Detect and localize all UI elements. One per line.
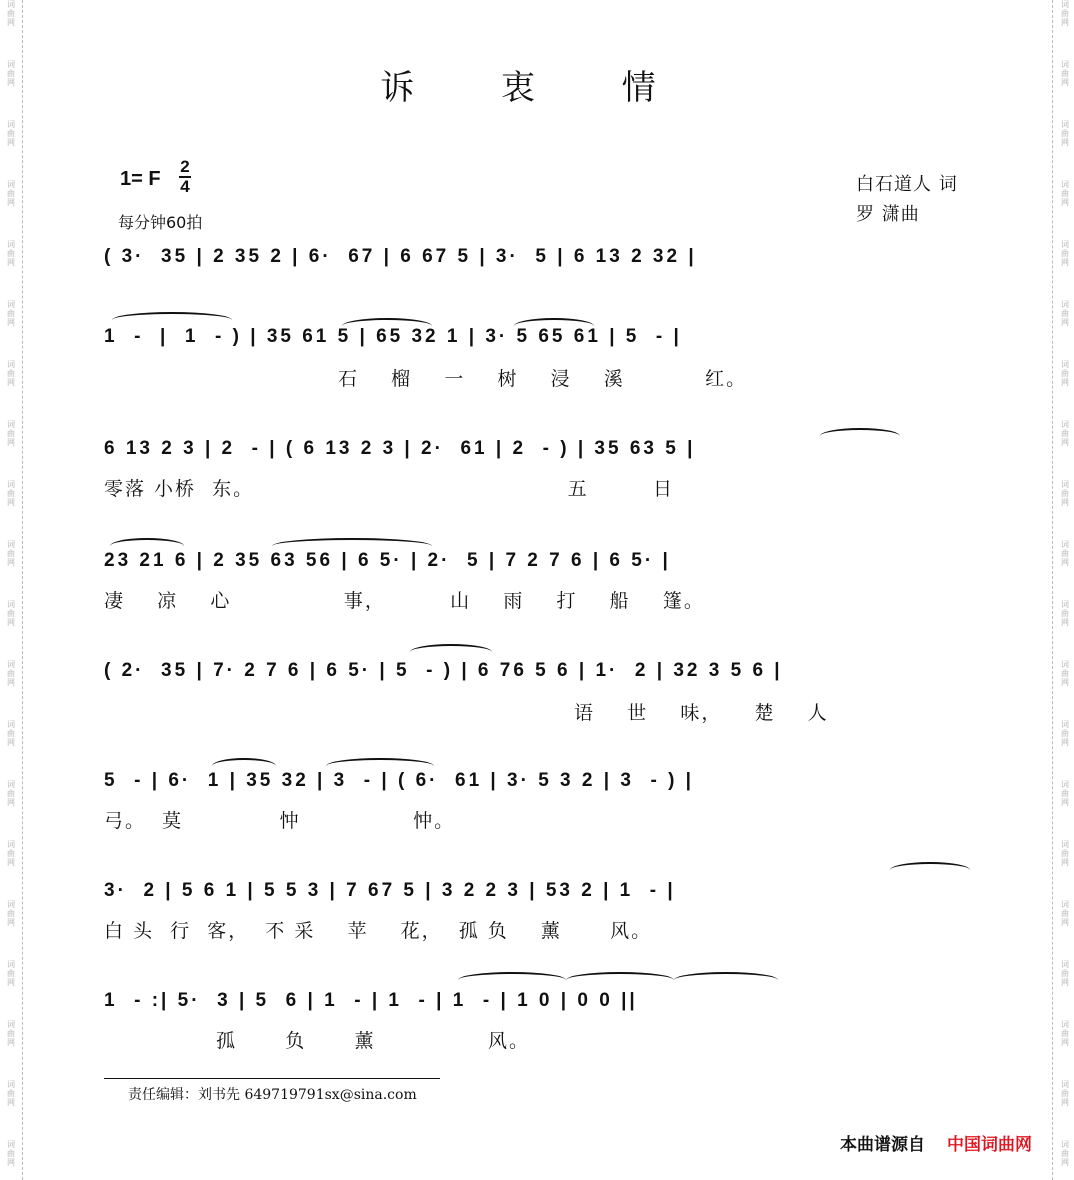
time-denominator: 4	[180, 177, 190, 196]
watermark-stamp: 词 曲 网	[1061, 1080, 1069, 1107]
watermark-stamp: 词 曲 网	[1061, 480, 1069, 507]
watermark-stamp: 词 曲 网	[1061, 360, 1069, 387]
source-label: 本曲谱源自	[840, 1135, 925, 1155]
notation-line: 1 - :| 5· 3 | 5 6 | 1 - | 1 - | 1 - | 1 0 | 0 0 ||	[104, 990, 638, 1011]
notation-line: ( 3· 35 | 2 35 2 | 6· 67 | 6 67 5 | 3· 5 | 6 13 2 32 |	[104, 246, 697, 267]
right-dashed-border	[1052, 0, 1053, 1180]
slur	[410, 644, 492, 660]
left-dashed-border	[22, 0, 23, 1180]
watermark-stamp: 词 曲 网	[7, 60, 15, 87]
watermark-stamp: 词 曲 网	[7, 0, 15, 27]
notation-line: 1 - | 1 - ) | 35 61 5 | 65 32 1 | 3· 5 65 61 | 5 - |	[104, 326, 682, 347]
lyrics-line: 白 头 行 客， 不 采 苹 花， 孤 负 薰 风。	[104, 920, 653, 942]
slur	[566, 972, 674, 988]
slur	[674, 972, 778, 988]
watermark-stamp: 词 曲 网	[7, 240, 15, 267]
watermark-stamp: 词 曲 网	[7, 900, 15, 927]
lyrics-line: 零落 小桥 东。 五 日	[104, 478, 674, 500]
watermark-stamp: 词 曲 网	[7, 1020, 15, 1047]
watermark-stamp: 词 曲 网	[1061, 660, 1069, 687]
lyrics-line: 石 榴 一 树 浸 溪 红。	[338, 368, 748, 390]
lyrics-line: 孤 负 薰 风。	[216, 1030, 531, 1052]
watermark-stamp: 词 曲 网	[7, 840, 15, 867]
watermark-stamp: 词 曲 网	[1061, 1140, 1069, 1167]
slur	[890, 862, 970, 878]
watermark-stamp: 词 曲 网	[1061, 1020, 1069, 1047]
watermark-stamp: 词 曲 网	[7, 720, 15, 747]
slur	[820, 428, 900, 444]
watermark-stamp: 词 曲 网	[7, 1140, 15, 1167]
key-signature: 1= F	[120, 168, 161, 190]
editor-credit: 责任编辑：刘书先 649719791sx@sina.com	[128, 1087, 417, 1103]
watermark-stamp: 词 曲 网	[1061, 120, 1069, 147]
watermark-stamp: 词 曲 网	[1061, 0, 1069, 27]
watermark-stamp: 词 曲 网	[7, 960, 15, 987]
watermark-stamp: 词 曲 网	[7, 780, 15, 807]
watermark-stamp: 词 曲 网	[7, 360, 15, 387]
composer-credit: 罗 潇曲	[856, 204, 920, 225]
watermark-stamp: 词 曲 网	[1061, 60, 1069, 87]
watermark-stamp: 词 曲 网	[1061, 600, 1069, 627]
watermark-stamp: 词 曲 网	[1061, 780, 1069, 807]
watermark-stamp: 词 曲 网	[7, 600, 15, 627]
watermark-stamp: 词 曲 网	[1061, 840, 1069, 867]
watermark-stamp: 词 曲 网	[7, 120, 15, 147]
watermark-stamp: 词 曲 网	[7, 480, 15, 507]
watermark-stamp: 词 曲 网	[1061, 540, 1069, 567]
source-attribution	[840, 1130, 1032, 1155]
watermark-stamp: 词 曲 网	[1061, 240, 1069, 267]
lyricist-credit: 白石道人 词	[856, 174, 958, 195]
watermark-stamp: 词 曲 网	[7, 420, 15, 447]
watermark-stamp: 词 曲 网	[1061, 180, 1069, 207]
lyrics-line: 弓。 莫 忡 忡。	[104, 810, 456, 832]
score-title: 诉 衷 情	[380, 68, 694, 108]
time-signature	[178, 158, 192, 196]
watermark-stamp: 词 曲 网	[1061, 420, 1069, 447]
lyrics-line: 语 世 味， 楚 人	[574, 702, 829, 724]
watermark-stamp: 词 曲 网	[7, 180, 15, 207]
watermark-stamp: 词 曲 网	[1061, 960, 1069, 987]
notation-line: 3· 2 | 5 6 1 | 5 5 3 | 7 67 5 | 3 2 2 3 | 53 2 | 1 - |	[104, 880, 676, 901]
notation-line: 5 - | 6· 1 | 35 32 | 3 - | ( 6· 61 | 3· 5 3 2 | 3 - ) |	[104, 770, 694, 791]
slur	[458, 972, 566, 988]
notation-line: 23 21 6 | 2 35 63 56 | 6 5· | 2· 5 | 7 2 7 6 | 6 5· |	[104, 550, 671, 571]
watermark-stamp: 词 曲 网	[7, 660, 15, 687]
site-name-link[interactable]: 中国词曲网	[947, 1135, 1032, 1155]
time-numerator: 2	[180, 157, 190, 176]
watermark-stamp: 词 曲 网	[7, 540, 15, 567]
footer-divider	[104, 1078, 440, 1079]
lyrics-line: 凄 凉 心 事， 山 雨 打 船 篷。	[104, 590, 705, 612]
watermark-stamp: 词 曲 网	[7, 1080, 15, 1107]
notation-line: ( 2· 35 | 7· 2 7 6 | 6 5· | 5 - ) | 6 76 5 6 | 1· 2 | 32 3 5 6 |	[104, 660, 783, 681]
watermark-stamp: 词 曲 网	[7, 300, 15, 327]
tempo-marking: 每分钟60拍	[118, 213, 203, 232]
notation-line: 6 13 2 3 | 2 - | ( 6 13 2 3 | 2· 61 | 2 - ) | 35 63 5 |	[104, 438, 696, 459]
watermark-stamp: 词 曲 网	[1061, 900, 1069, 927]
watermark-stamp: 词 曲 网	[1061, 300, 1069, 327]
watermark-stamp: 词 曲 网	[1061, 720, 1069, 747]
